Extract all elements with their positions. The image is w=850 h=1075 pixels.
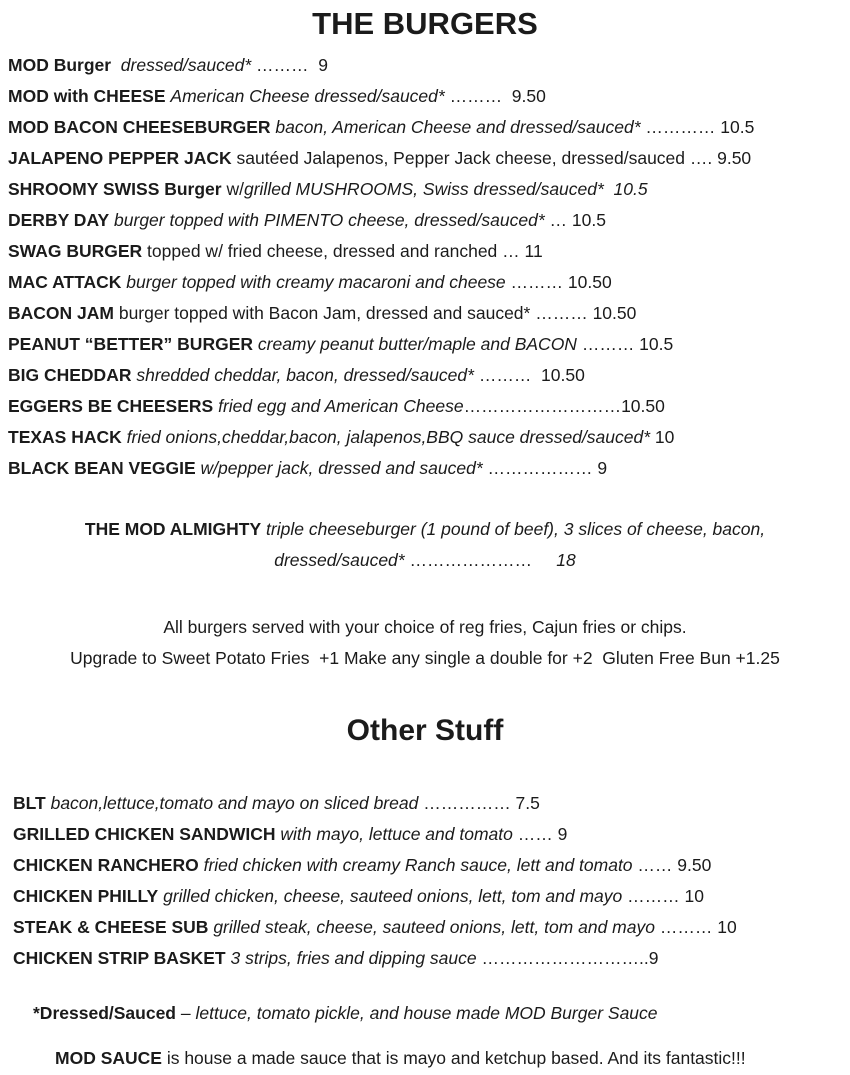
featured-item-line (8, 545, 842, 576)
text-segment: …………… 7.5 (418, 793, 540, 813)
menu-item (13, 912, 842, 943)
text-segment: … 10.5 (544, 210, 606, 230)
menu-item (8, 298, 842, 329)
text-segment: CHICKEN RANCHERO (13, 855, 199, 875)
burgers-item-list (8, 50, 842, 484)
menu-item (8, 236, 842, 267)
text-segment: BLT (13, 793, 46, 813)
menu-item (8, 81, 842, 112)
text-segment: MOD Burger (8, 55, 112, 75)
menu-item (8, 267, 842, 298)
text-segment: STEAK & CHEESE SUB (13, 917, 209, 937)
text-segment: burger topped with Bacon Jam, dressed and sauced* ……… 10.50 (113, 303, 637, 323)
other-stuff-section-title: Other Stuff (346, 714, 504, 747)
mod-sauce-footnote (8, 1043, 842, 1074)
note-upgrades: Upgrade to Sweet Potato Fries +1 Make any single a double for +2 Gluten Free Bun +1.25 (70, 648, 780, 668)
text-segment: ……… 10 (622, 886, 704, 906)
menu-item (13, 850, 842, 881)
text-segment: *Dressed/Sauced (33, 1003, 176, 1023)
text-segment: ………………… (404, 550, 537, 570)
featured-item-line (8, 514, 842, 545)
text-segment: GRILLED CHICKEN SANDWICH (13, 824, 276, 844)
text-segment: DERBY DAY (8, 210, 110, 230)
text-segment (111, 55, 121, 75)
text-segment: with mayo, lettuce and tomato (280, 824, 513, 844)
menu-item (8, 329, 842, 360)
text-segment: MOD with CHEESE (8, 86, 166, 106)
text-segment: – (176, 1003, 196, 1023)
menu-item (8, 360, 842, 391)
text-segment: CHICKEN STRIP BASKET (13, 948, 226, 968)
text-segment: 3 strips, fries and dipping sauce (230, 948, 477, 968)
menu-item (8, 422, 842, 453)
text-segment: dressed/sauced* (120, 55, 252, 75)
menu-item (13, 788, 842, 819)
text-segment: JALAPENO PEPPER JACK (8, 148, 232, 168)
text-segment: bacon,lettuce,tomato and mayo on sliced bread (50, 793, 419, 813)
text-segment: BLACK BEAN VEGGIE (8, 458, 196, 478)
text-segment: BACON JAM (8, 303, 114, 323)
featured-item-mod-almighty (8, 514, 842, 576)
text-segment: w/pepper jack, dressed and sauced* (200, 458, 483, 478)
text-segment: bacon, American Cheese and dressed/sauced* (275, 117, 641, 137)
text-segment: ……………… 9 (482, 458, 608, 478)
other-stuff-item-list (8, 788, 842, 974)
text-segment: 10 (650, 427, 675, 447)
text-segment: creamy peanut butter/maple and BACON (257, 334, 577, 354)
burgers-section-title: THE BURGERS (312, 6, 538, 41)
text-segment: grilled MUSHROOMS, Swiss dressed/sauced* 10.5 (243, 179, 648, 199)
dressed-sauced-footnote (8, 998, 842, 1029)
text-segment: CHICKEN PHILLY (13, 886, 159, 906)
menu-item (8, 205, 842, 236)
menu-item (8, 174, 842, 205)
text-segment: ……… 10 (654, 917, 737, 937)
note-sides: All burgers served with your choice of reg fries, Cajun fries or chips. (163, 617, 687, 637)
text-segment: TEXAS HACK (8, 427, 122, 447)
text-segment: THE MOD ALMIGHTY (84, 519, 262, 539)
text-segment: topped w/ fried cheese, dressed and ranched … 11 (142, 241, 543, 261)
menu-item (8, 112, 842, 143)
text-segment: PEANUT “BETTER” BURGER (8, 334, 254, 354)
text-segment: MOD SAUCE (55, 1048, 162, 1068)
text-segment: fried chicken with creamy Ranch sauce, lett and tomato (203, 855, 633, 875)
text-segment: triple cheeseburger (1 pound of beef), 3 slices of cheese, bacon, (266, 519, 766, 539)
text-segment: lettuce, tomato pickle, and house made MOD Burger Sauce (195, 1003, 658, 1023)
menu-item (13, 881, 842, 912)
text-segment: ………… 10.5 (640, 117, 755, 137)
text-segment: fried onions,cheddar,bacon, jalapenos,BBQ sauce dressed/sauced* (126, 427, 651, 447)
text-segment: ……… 9.50 (444, 86, 546, 106)
text-segment: 18 (536, 550, 576, 570)
text-segment: ……… 10.5 (576, 334, 674, 354)
menu-item (8, 50, 842, 81)
text-segment: ……… 10.50 (473, 365, 585, 385)
text-segment: grilled chicken, cheese, sauteed onions, lett, tom and mayo (163, 886, 623, 906)
text-segment: …… 9 (512, 824, 568, 844)
text-segment: ……… 10.50 (505, 272, 612, 292)
text-segment: burger topped with PIMENTO cheese, dressed/sauced* (114, 210, 545, 230)
text-segment: dressed/sauced* (274, 550, 405, 570)
text-segment: ………………………10.50 (463, 396, 665, 416)
text-segment: grilled steak, cheese, sauteed onions, lett, tom and mayo (213, 917, 655, 937)
text-segment: SWAG BURGER (8, 241, 143, 261)
text-segment: …… 9.50 (632, 855, 712, 875)
text-segment: burger topped with creamy macaroni and cheese (126, 272, 506, 292)
menu-item (8, 453, 842, 484)
text-segment: MAC ATTACK (8, 272, 122, 292)
text-segment: is house a made sauce that is mayo and ketchup based. And its fantastic!!! (161, 1048, 746, 1068)
menu-item (8, 391, 842, 422)
text-segment: SHROOMY SWISS Burger (8, 179, 222, 199)
text-segment: ………………………..9 (476, 948, 659, 968)
menu-item (13, 943, 842, 974)
text-segment: BIG CHEDDAR (8, 365, 132, 385)
menu-item (13, 819, 842, 850)
text-segment: sautéed Jalapenos, Pepper Jack cheese, dressed/sauced …. 9.50 (231, 148, 752, 168)
text-segment: w/ (221, 179, 244, 199)
text-segment: American Cheese dressed/sauced* (170, 86, 445, 106)
burgers-notes (8, 612, 842, 674)
text-segment: fried egg and American Cheese (218, 396, 464, 416)
text-segment: ……… 9 (251, 55, 328, 75)
menu-item (8, 143, 842, 174)
text-segment: MOD BACON CHEESEBURGER (8, 117, 271, 137)
text-segment: shredded cheddar, bacon, dressed/sauced* (136, 365, 474, 385)
text-segment: EGGERS BE CHEESERS (8, 396, 214, 416)
